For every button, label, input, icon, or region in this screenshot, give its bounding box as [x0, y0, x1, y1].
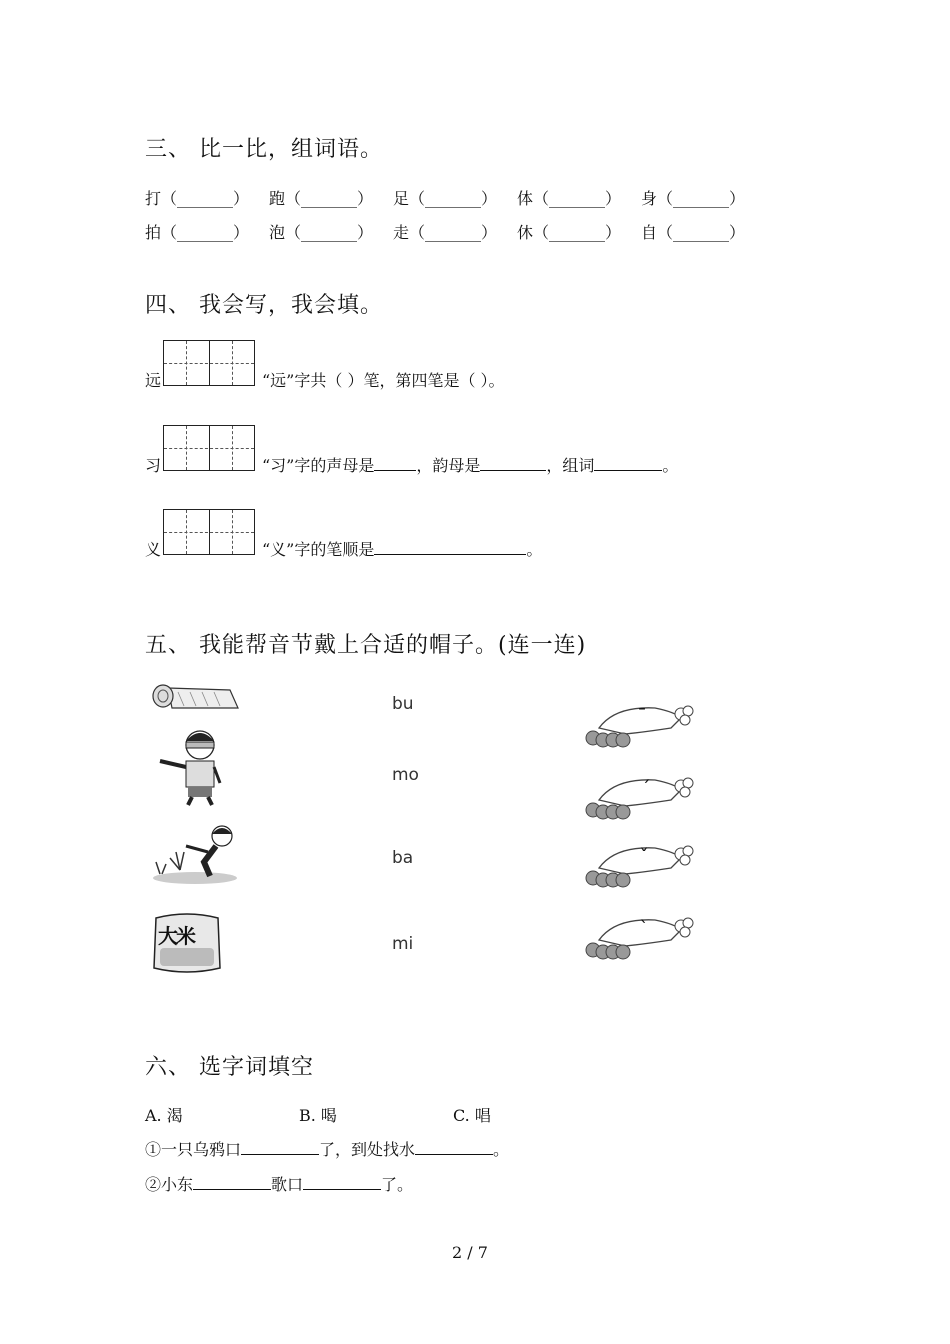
syllable-bu[interactable]: bu — [392, 694, 414, 714]
compare-item: 走（_______） — [393, 223, 498, 242]
practice-char: 习 — [145, 456, 162, 475]
question-text: ，组词 — [546, 456, 595, 475]
question-text: 。 — [662, 456, 679, 475]
answer-blank[interactable] — [415, 1140, 493, 1155]
section4-heading: 四、 我会写，我会填。 — [145, 293, 383, 318]
option-a: A. 渴 — [145, 1106, 183, 1125]
compare-item: 打（_______） — [145, 189, 250, 208]
section3-row2 — [145, 220, 745, 243]
writing-grid — [163, 509, 255, 555]
compare-item: 自（_______） — [641, 223, 746, 242]
question-text: ，韵母是 — [416, 456, 481, 475]
answer-blank[interactable] — [193, 1175, 271, 1190]
question-text: 。 — [526, 540, 543, 559]
page-number: 2 / 7 — [452, 1243, 488, 1262]
section3-heading: 三、 比一比，组词语。 — [145, 137, 383, 162]
question-text: 歌口 — [271, 1175, 304, 1194]
question-text: “习”字的声母是 — [262, 456, 375, 475]
char-question — [262, 537, 542, 560]
question-text: ②小东 — [145, 1175, 194, 1194]
compare-item: 体（_______） — [517, 189, 622, 208]
syllable-mi[interactable]: mi — [392, 934, 414, 954]
tone-mark: ˇ — [639, 844, 649, 868]
boy-pulling-weeds-picture — [150, 822, 240, 888]
compare-item: 泡（_______） — [269, 223, 374, 242]
option-c: C. 唱 — [453, 1106, 491, 1125]
compare-item: 身（_______） — [641, 189, 746, 208]
compare-item: 拍（_______） — [145, 223, 250, 242]
char-question — [262, 453, 678, 476]
question-text: “义”字的笔顺是 — [262, 540, 375, 559]
section3-row1 — [145, 186, 745, 209]
answer-blank[interactable] — [241, 1140, 319, 1155]
rolled-mat-picture — [150, 678, 240, 714]
answer-blank[interactable] — [594, 456, 662, 471]
compare-item: 休（_______） — [517, 223, 622, 242]
hat-fourth-tone[interactable] — [585, 910, 695, 962]
hat-third-tone[interactable] — [585, 838, 695, 890]
question-2 — [145, 1172, 413, 1195]
answer-blank[interactable] — [480, 456, 546, 471]
syllable-mo[interactable]: mo — [392, 765, 419, 785]
answer-blank[interactable] — [374, 540, 526, 555]
section6-heading: 六、 选字词填空 — [145, 1055, 314, 1080]
rice-bag-label: 大米 — [158, 924, 194, 948]
section5-heading: 五、 我能帮音节戴上合适的帽子。(连一连) — [145, 633, 587, 658]
answer-blank[interactable] — [374, 456, 416, 471]
hat-first-tone[interactable] — [585, 698, 695, 750]
writing-grid — [163, 340, 255, 386]
answer-blank[interactable] — [303, 1175, 381, 1190]
question-text: 了。 — [381, 1175, 414, 1194]
writing-grid — [163, 425, 255, 471]
blindfolded-boy-picture — [150, 725, 230, 807]
question-text: ①一只乌鸦口 — [145, 1140, 242, 1159]
char-question: “远”字共（ ）笔，第四笔是（ ）。 — [262, 371, 505, 390]
compare-item: 跑（_______） — [269, 189, 374, 208]
tone-mark: ˊ — [641, 776, 651, 800]
tone-mark: ˋ — [639, 916, 649, 940]
question-1 — [145, 1137, 509, 1160]
question-text: 了，到处找水 — [319, 1140, 416, 1159]
options-row — [145, 1103, 491, 1126]
syllable-ba[interactable]: ba — [392, 848, 414, 868]
hat-second-tone[interactable] — [585, 770, 695, 822]
question-text: 。 — [493, 1140, 510, 1159]
option-b: B. 喝 — [299, 1106, 337, 1125]
practice-char: 远 — [145, 371, 162, 390]
tone-mark: ˉ — [637, 704, 647, 728]
compare-item: 足（_______） — [393, 189, 498, 208]
practice-char: 义 — [145, 540, 162, 559]
rice-bag-picture — [150, 910, 224, 976]
